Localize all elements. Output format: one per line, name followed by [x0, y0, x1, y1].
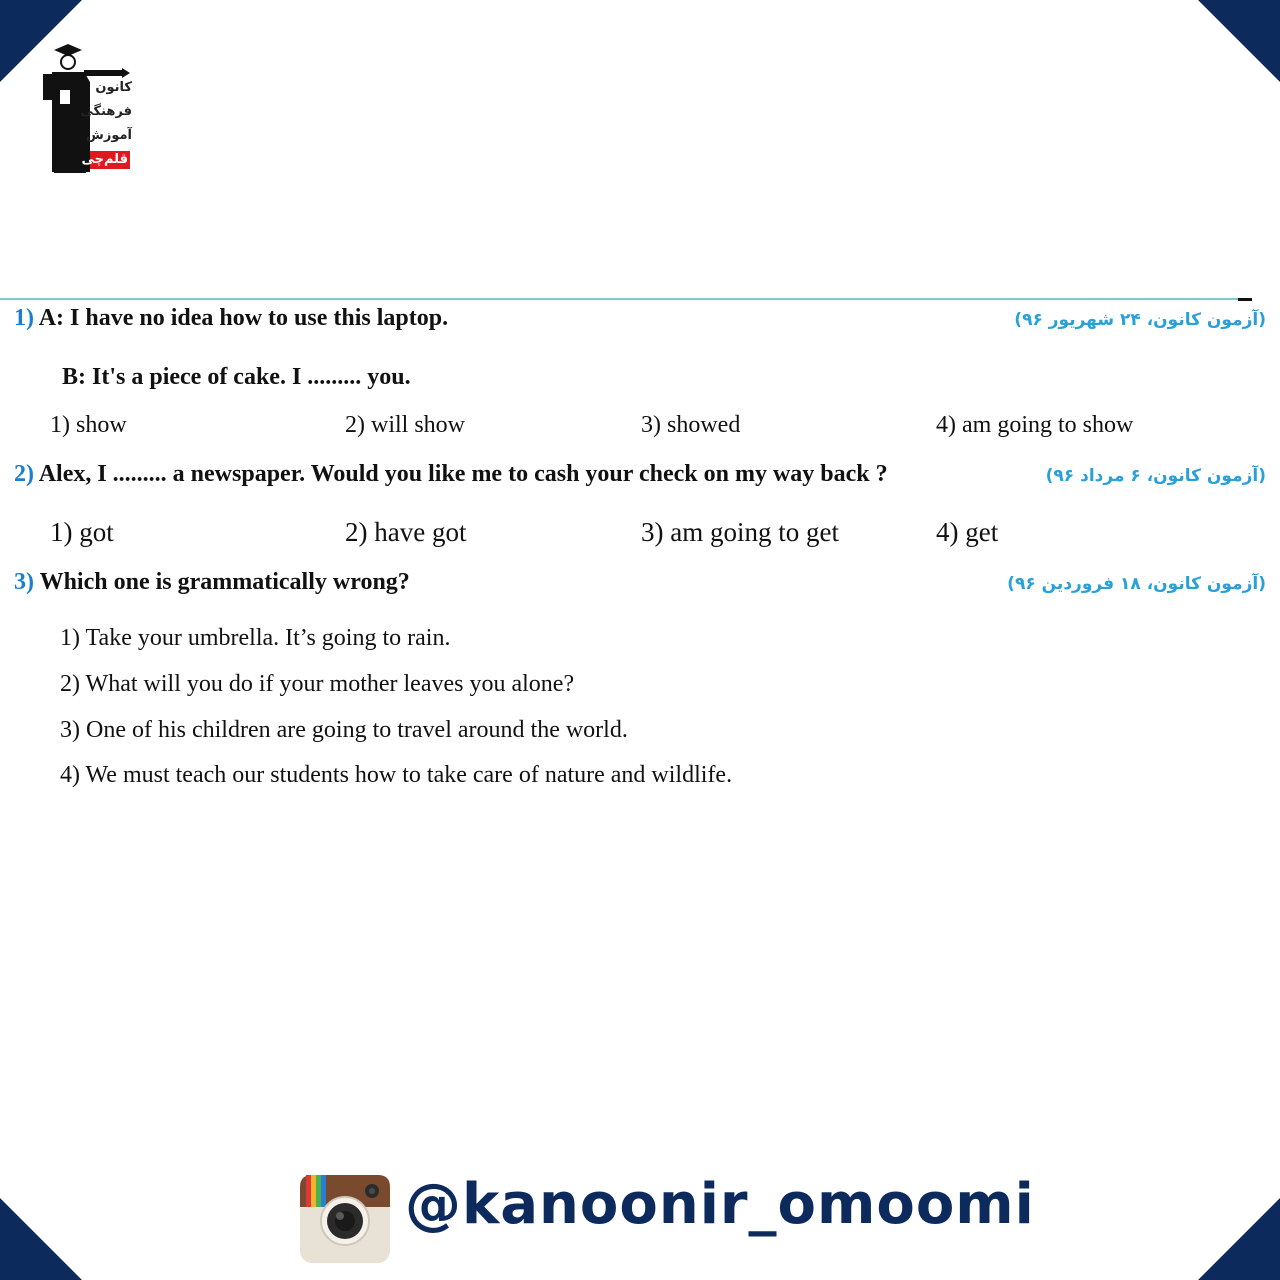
question-3-text: Which one is grammatically wrong? [39, 569, 410, 595]
question-2-text: Alex, I ......... a newspaper. Would you like me to cash your check on my way back ? [38, 461, 888, 487]
instagram-handle[interactable]: @kanoonir_omoomi [405, 1172, 1035, 1237]
question-1-second-line: B: It's a piece of cake. I ......... you. [62, 364, 411, 390]
section-divider [0, 298, 1252, 300]
logo-text-line-1: کانون [95, 80, 132, 95]
question-1-option-1[interactable]: 1) show [50, 412, 127, 438]
logo-text-line-4: قلم‌چی [81, 152, 128, 167]
logo-text-line-3: آموزش [85, 128, 132, 143]
corner-decoration-bottom-left [0, 1198, 82, 1280]
corner-decoration-top-right [1198, 0, 1280, 82]
question-2-option-2[interactable]: 2) have got [345, 517, 467, 547]
question-3-option-3[interactable]: 3) One of his children are going to travel around the world. [60, 717, 628, 743]
question-3-option-4[interactable]: 4) We must teach our students how to take care of nature and wildlife. [60, 762, 733, 788]
instagram-icon [300, 1175, 390, 1263]
logo [40, 40, 140, 175]
question-2-option-4[interactable]: 4) get [936, 517, 999, 547]
question-3-prompt [14, 569, 410, 596]
question-1-text: A: I have no idea how to use this laptop. [38, 305, 449, 331]
logo-text-line-2: فرهنگی [80, 104, 132, 119]
question-2-option-3[interactable]: 3) am going to get [641, 517, 839, 547]
question-2-source: (آزمون کانون، ۶ مرداد ۹۶) [1045, 466, 1266, 486]
question-1-source: (آزمون کانون، ۲۴ شهریور ۹۶) [1014, 310, 1266, 330]
question-3-number: 3) [14, 569, 34, 595]
question-1-option-3[interactable]: 3) showed [641, 412, 741, 438]
question-1-number: 1) [14, 305, 34, 331]
corner-decoration-bottom-right [1198, 1198, 1280, 1280]
question-1-prompt [14, 305, 448, 332]
question-3-source: (آزمون کانون، ۱۸ فروردین ۹۶) [1007, 574, 1266, 594]
question-3-option-2[interactable]: 2) What will you do if your mother leaves you alone? [60, 671, 575, 697]
question-2-option-1[interactable]: 1) got [50, 517, 114, 547]
question-3-option-1[interactable]: 1) Take your umbrella. It’s going to rain. [60, 625, 451, 651]
question-1-option-2[interactable]: 2) will show [345, 412, 465, 438]
question-1-option-4[interactable]: 4) am going to show [936, 412, 1134, 438]
question-2-prompt [14, 461, 888, 488]
section-divider-end [1238, 298, 1252, 301]
question-2-number: 2) [14, 461, 34, 487]
